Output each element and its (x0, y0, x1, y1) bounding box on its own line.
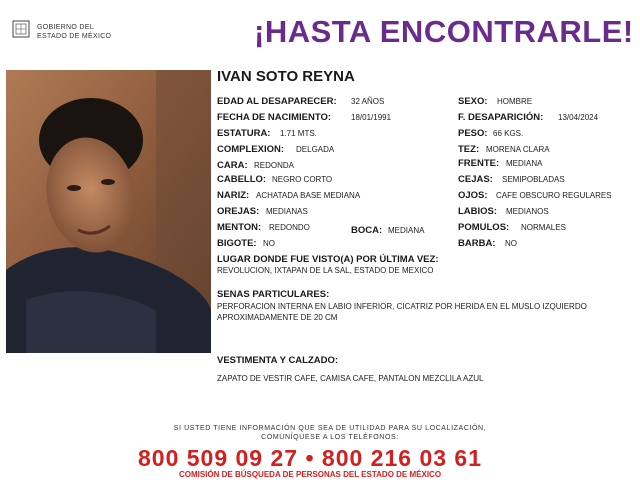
field-value-cheekbones: NORMALES (521, 223, 566, 232)
field-value-eyebrows: SEMIPOBLADAS (502, 175, 565, 184)
field-value-build: DELGADA (296, 145, 335, 154)
field-label-build: COMPLEXION: (217, 144, 285, 155)
field-label-complexion: TEZ: (458, 144, 480, 155)
field-value-chin: REDONDO (269, 223, 310, 232)
last-seen-label: LUGAR DONDE FUE VISTO(A) POR ÚLTIMA VEZ: (217, 254, 439, 265)
field-label-chin: MENTON: (217, 222, 262, 233)
clothing-label: VESTIMENTA Y CALZADO: (217, 355, 339, 366)
bullet-separator: • (305, 445, 315, 471)
field-value-beard: NO (505, 239, 517, 248)
field-label-cheekbones: POMULOS: (458, 222, 510, 233)
field-label-age: EDAD AL DESAPARECER: (217, 96, 337, 107)
field-value-sex: HOMBRE (497, 97, 533, 106)
field-label-hair: CABELLO: (217, 174, 267, 185)
missing-person-photo (6, 70, 211, 353)
field-label-forehead: FRENTE: (458, 158, 500, 169)
field-value-eyes: CAFE OBSCURO REGULARES (496, 191, 612, 200)
field-value-face: REDONDA (254, 161, 295, 170)
field-label-nose: NARIZ: (217, 190, 250, 201)
headline: ¡HASTA ENCONTRARLE! (254, 14, 634, 49)
field-label-ears: OREJAS: (217, 206, 260, 217)
field-value-lips: MEDIANOS (506, 207, 549, 216)
particular-marks-value: PERFORACION INTERNA EN LABIO INFERIOR, CICATRIZ POR HERIDA EN EL MUSLO IZQUIERDO APROXIMADAMENTE DE 20 CM (217, 302, 587, 322)
field-value-hair: NEGRO CORTO (272, 175, 333, 184)
phone-number-1[interactable]: 800 509 09 27 (137, 445, 299, 471)
field-value-age: 32 AÑOS (351, 97, 385, 106)
government-name-line2: ESTADO DE MÉXICO (37, 33, 112, 40)
person-name: IVAN SOTO REYNA (217, 68, 355, 85)
commission-name: COMISIÓN DE BÚSQUEDA DE PERSONAS DEL ESTADO DE MÉXICO (178, 470, 442, 479)
info-request-line2: COMUNÍQUESE A LOS TELÉFONOS: (261, 434, 399, 441)
field-label-beard: BARBA: (458, 238, 496, 249)
field-label-face: CARA: (217, 160, 248, 171)
field-value-birthdate: 18/01/1991 (351, 113, 392, 122)
field-value-nose: ACHATADA BASE MEDIANA (256, 191, 361, 200)
state-seal-logo (12, 20, 30, 38)
field-value-complexion: MORENA CLARA (486, 145, 550, 154)
field-value-height: 1.71 MTS. (280, 129, 317, 138)
field-label-disappearance-date: F. DESAPARICIÓN: (458, 112, 544, 123)
field-label-sex: SEXO: (458, 96, 488, 107)
field-label-mouth: BOCA: (351, 225, 383, 236)
field-value-mustache: NO (263, 239, 275, 248)
phone-number-2[interactable]: 800 216 03 61 (321, 445, 483, 471)
field-label-eyebrows: CEJAS: (458, 174, 493, 185)
phone-numbers (0, 445, 620, 472)
field-label-lips: LABIOS: (458, 206, 498, 217)
field-label-height: ESTATURA: (217, 128, 271, 139)
field-value-ears: MEDIANAS (266, 207, 308, 216)
field-label-mustache: BIGOTE: (217, 238, 257, 249)
last-seen-value: REVOLUCION, IXTAPAN DE LA SAL, ESTADO DE MEXICO (217, 266, 434, 275)
info-request-line1: SI USTED TIENE INFORMACIÓN QUE SEA DE UTILIDAD PARA SU LOCALIZACIÓN, (173, 425, 487, 432)
field-value-weight: 66 KGS. (493, 129, 524, 138)
field-value-disappearance-date: 13/04/2024 (558, 113, 599, 122)
government-name-line1: GOBIERNO DEL (37, 24, 94, 31)
field-value-forehead: MEDIANA (506, 159, 543, 168)
clothing-value: ZAPATO DE VESTIR CAFE, CAMISA CAFE, PANTALON MEZCLILA AZUL (217, 374, 484, 383)
field-value-mouth: MEDIANA (388, 226, 425, 235)
particular-marks-label: SENAS PARTICULARES: (217, 289, 330, 300)
field-label-weight: PESO: (458, 128, 488, 139)
field-label-birthdate: FECHA DE NACIMIENTO: (217, 112, 331, 123)
field-label-eyes: OJOS: (458, 190, 488, 201)
